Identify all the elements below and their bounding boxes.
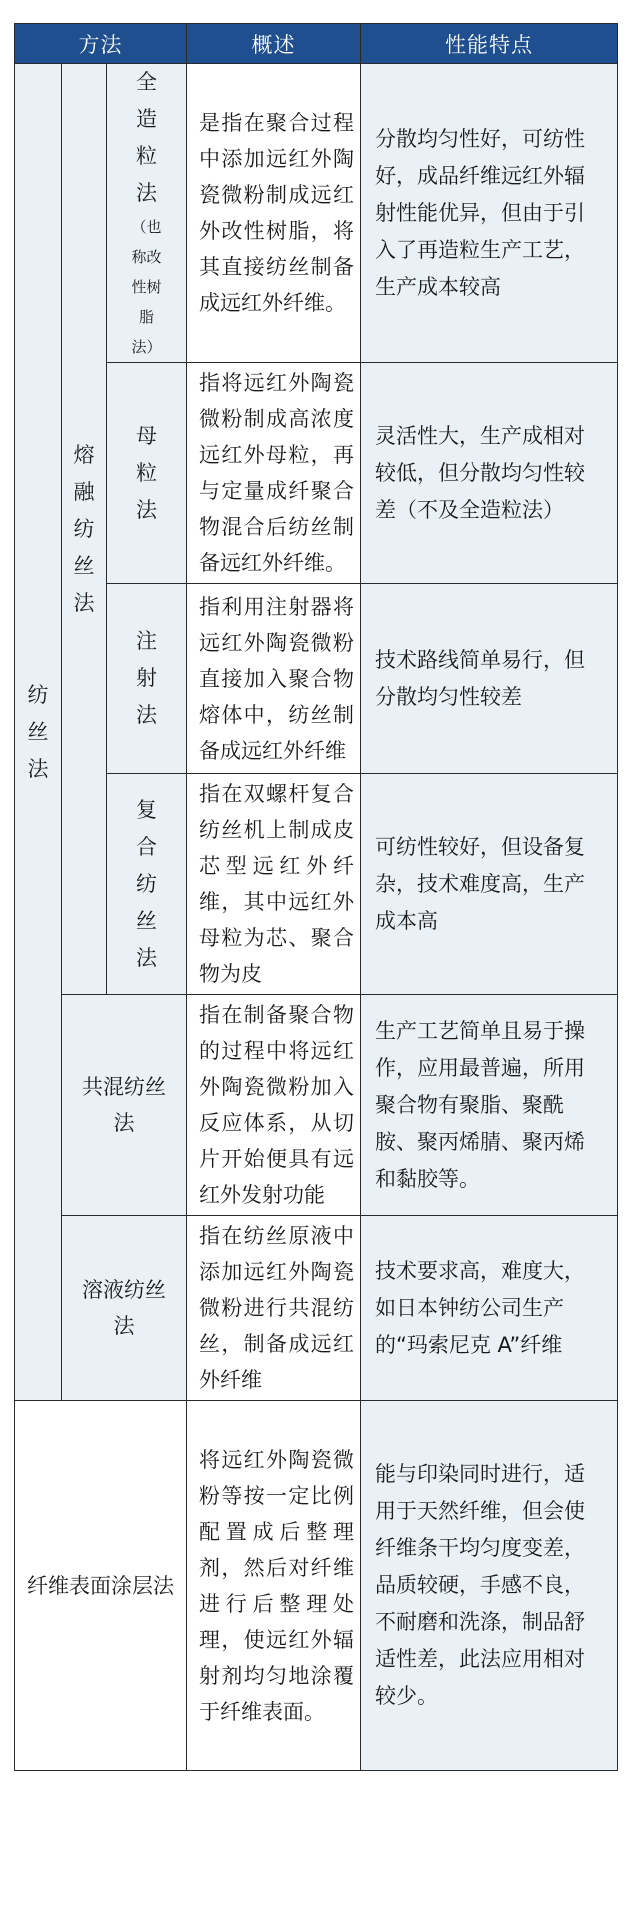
- table-row: [15, 1216, 618, 1401]
- method-performance: 分散均匀性好，可纺性好，成品纤维远红外辐射性能优异，但由于引入了再造粒生产工艺，生产成本较高: [361, 64, 618, 363]
- header-method: 方法: [15, 24, 187, 64]
- method-performance: 能与印染同时进行，适用于天然纤维，但会使纤维条干均匀度变差，品质较硬，手感不良，不耐磨和洗涤，制品舒适性差，此法应用相对较少。: [361, 1401, 618, 1771]
- method-performance: 生产工艺简单且易于操作，应用最普遍，所用聚合物有聚脂、聚酰胺、聚丙烯腈、聚丙烯和黏胶等。: [361, 995, 618, 1216]
- method-performance: 技术路线简单易行，但分散均匀性较差: [361, 584, 618, 774]
- group-surface: 纤维表面涂层法: [15, 1401, 187, 1771]
- method-name: 共混纺丝法: [62, 995, 187, 1216]
- method-name: 全造粒法 （也称改性树脂法）: [107, 64, 187, 363]
- method-overview: 指在双螺杆复合纺丝机上制成皮芯型远红外纤维，其中远红外母粒为芯、聚合物为皮: [187, 774, 361, 995]
- method-performance: 灵活性大，生产成相对较低，但分散均匀性较差（不及全造粒法）: [361, 363, 618, 584]
- group-spinning: 纺丝法: [15, 64, 62, 1401]
- method-name: 注射法: [107, 584, 187, 774]
- method-overview: 将远红外陶瓷微粉等按一定比例配置成后整理剂，然后对纤维进行后整理处理，使远红外辐射剂均匀地涂覆于纤维表面。: [187, 1401, 361, 1771]
- methods-table: [14, 23, 618, 1771]
- method-performance: 可纺性较好，但设备复杂，技术难度高，生产成本高: [361, 774, 618, 995]
- method-name: 母粒法: [107, 363, 187, 584]
- method-name: 复合纺丝法: [107, 774, 187, 995]
- group-melt: 熔融纺丝法: [62, 64, 107, 995]
- method-overview: 指将远红外陶瓷微粉制成高浓度远红外母粒，再与定量成纤聚合物混合后纺丝制备远红外纤维。: [187, 363, 361, 584]
- method-overview: 指在制备聚合物的过程中将远红外陶瓷微粉加入反应体系，从切片开始便具有远红外发射功能: [187, 995, 361, 1216]
- method-performance: 技术要求高，难度大，如日本钟纺公司生产的“玛索尼克 A”纤维: [361, 1216, 618, 1401]
- table-row: [15, 64, 618, 363]
- method-name: 溶液纺丝法: [62, 1216, 187, 1401]
- table-wrapper: [14, 23, 617, 1917]
- header-performance: 性能特点: [361, 24, 618, 64]
- table-row: [15, 995, 618, 1216]
- table-row: [15, 1401, 618, 1771]
- header-row: [15, 24, 618, 64]
- method-overview: 指在纺丝原液中添加远红外陶瓷微粉进行共混纺丝，制备成远红外纤维: [187, 1216, 361, 1401]
- method-overview: 指利用注射器将远红外陶瓷微粉直接加入聚合物熔体中，纺丝制备成远红外纤维: [187, 584, 361, 774]
- header-overview: 概述: [187, 24, 361, 64]
- method-overview: 是指在聚合过程中添加远红外陶瓷微粉制成远红外改性树脂，将其直接纺丝制备成远红外纤维。: [187, 64, 361, 363]
